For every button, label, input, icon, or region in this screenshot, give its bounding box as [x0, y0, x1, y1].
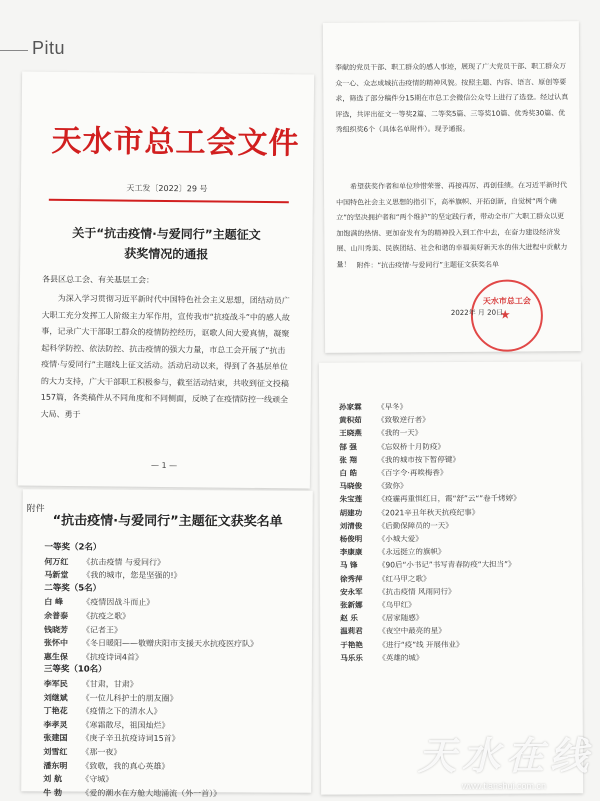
award-entry: [340, 597, 576, 611]
author-name: 张 翔: [339, 455, 358, 465]
work-title: 《乌甲红》: [378, 600, 416, 610]
work-title: 《居家随感》: [378, 613, 424, 623]
award-entry: [44, 691, 306, 706]
award-entry: [339, 439, 575, 453]
page-number: — 1 —: [150, 460, 178, 471]
attachment-mark: 附件: [26, 504, 45, 515]
award-entry: [340, 531, 576, 545]
award-entry: [44, 637, 306, 652]
work-title: 《永远挺立的旗帜》: [377, 547, 446, 557]
work-title: 《我的城市，您是坚强的!》: [82, 570, 182, 581]
author-name: 潘东明: [43, 760, 68, 770]
award-entry: [340, 624, 576, 638]
work-title: 《抗疫诗词4首》: [81, 652, 144, 662]
notice-heading-line-2: 获奖情况的通报: [124, 246, 209, 262]
author-name: 张建国: [43, 733, 68, 743]
author-name: 马晓俊: [339, 481, 363, 491]
author-name: 白 峰: [44, 597, 64, 607]
work-title: 《致你》: [377, 481, 408, 491]
work-title: 《忘奴桥十月防疫》: [377, 441, 445, 451]
award-entry: [340, 518, 576, 532]
author-name: 赵 乐: [340, 613, 358, 623]
work-title: 《小城大爱》: [377, 534, 423, 544]
work-title: 《我的一天》: [377, 428, 423, 438]
document-number: 天工发〔2022〕29 号: [126, 183, 208, 194]
document-award-list-1: [21, 489, 313, 798]
red-divider: [49, 199, 289, 203]
author-name: 杨俊明: [339, 534, 363, 544]
author-name: 张新娜: [340, 600, 363, 610]
work-title: 《百字令·再唉梅香》: [377, 468, 448, 478]
award-entry: [44, 677, 306, 692]
work-title: 《寒霜散尽，祖国灿烂》: [81, 720, 170, 730]
watermark-url: www.tianshui.com.cn: [462, 781, 547, 791]
document-page-2: [323, 21, 581, 353]
prize-heading: 一等奖（2名）: [44, 542, 102, 553]
award-entry: [44, 569, 306, 584]
author-name: 安永军: [340, 587, 363, 597]
author-name: 马乐乐: [340, 653, 363, 663]
paragraph-hopes: 希望获奖作者和单位珍惜荣誉、再接再厉、再创佳绩。在习近平新时代中国特色社会主义思想的指引下，高举旗帜、开拓创新，自觉树“两个确立”的坚决拥护者和“两个维护”的坚定践行者，带动全市广大职工群众以更加饱满的热情、更加奋发有为的精神投入到工作中去，在奋力建设经济发展、山川秀美、民族团结、社会和谐的幸福美好新天水的伟大进程中贡献力量！: [336, 181, 568, 269]
award-entry: [339, 426, 575, 440]
award-entry: [339, 452, 575, 466]
award-entry: [339, 465, 575, 479]
seal-text: 天水市总工会: [482, 296, 531, 306]
author-name: 余普泰: [44, 611, 69, 621]
award-entry: [340, 505, 576, 519]
author-name: 温莉君: [340, 626, 363, 637]
author-name: 李孝灵: [43, 720, 68, 730]
work-title: 《疫情之下的清水人》: [81, 706, 162, 717]
work-title: 《冬日暖阳——敬赠庆阳市支援天水抗疫医疗队》: [81, 638, 259, 649]
award-entry: [340, 571, 576, 585]
watermark-title: 天水在线: [418, 734, 595, 778]
author-name: 刘 航: [43, 774, 63, 784]
award-entry: [339, 413, 575, 427]
work-title: 《记者王》: [82, 625, 123, 635]
award-list-continued: [339, 399, 576, 664]
award-entry: [43, 745, 305, 760]
author-name: 李军民: [43, 679, 68, 689]
author-name: 朱宝莲: [339, 494, 363, 505]
award-entry: [340, 584, 576, 598]
author-name: 何万红: [44, 556, 69, 567]
author-name: 钱晓芳: [44, 624, 69, 635]
work-title: 《庚子辛丑抗疫诗词15首》: [81, 733, 180, 744]
paragraph-results: 奉献的党员干部、职工群众的感人事迹，展现了广大党员干部、职工群众万众一心、众志成城抗击疫情的精神风貌。按照主题、内容、语言、原创等要求，筛选了部分稿件分15期在市总工会微信公众号上进行了选登。经过认真评选，共评出征文一等奖2篇、二等奖5篇、三等奖10篇、优秀奖30篇、优秀组织奖6个（具体名单附件）。现予通报。: [335, 62, 569, 135]
work-title: 《90后“小书记”书写青春防疫“大担当”》: [377, 560, 516, 570]
award-entry: [340, 650, 576, 664]
pitu-logo: [0, 36, 130, 60]
author-name: 黄积茹: [339, 415, 362, 425]
document-page-1: [18, 71, 314, 488]
work-title: 《我的城市按下暂停键》: [377, 454, 460, 465]
notice-body: 为深入学习贯彻习近平新时代中国特色社会主义思想，团结动员广大职工充分发挥工人阶级主力军作用，宣传我市“抗疫战斗”中的感人故事，记录广大干部职工群众的疫情防控经历，讴歌人间大爱真情，凝聚起科学防控、依法防控、抗击疫情的强大力量，市总工会开展了“抗击疫情·与爱同行”主题线上征文活动。活动启动以来，得到了各基层单位的大力支持，广大干部职工积极参与，截至活动结束，共收到征文投稿157篇，各类稿件从不同角度和不同侧面，反映了在疫情防控一线顽全大局、勇于: [40, 293, 290, 419]
author-name: 徐秀萍: [339, 574, 363, 584]
award-entry: [44, 704, 306, 719]
award-entry: [44, 650, 306, 665]
author-name: 王晓燕: [339, 428, 362, 438]
author-name: 刘继斌: [43, 692, 68, 703]
award-entry: [44, 555, 306, 570]
logo-line: [0, 50, 28, 51]
work-title: 《甘肃，甘肃》: [81, 679, 138, 689]
prize-heading: 二等奖（5名）: [44, 583, 102, 594]
author-name: 李康康: [339, 547, 363, 557]
work-title: 《疫霾再重惧红日，霞“舒”云“”卷千烤婷》: [377, 494, 521, 504]
award-entry: [44, 623, 306, 638]
notice-greeting: 各县区总工会、有关基层工会：: [41, 274, 155, 285]
award-entry: [339, 479, 575, 493]
work-title: 《守城》: [81, 774, 114, 784]
work-title: 《红马甲之歌》: [377, 573, 431, 584]
work-title: 《早冬》: [377, 402, 408, 412]
award-list-title: “抗击疫情·与爱同行”主题征文获奖名单: [52, 513, 283, 530]
award-entry: [339, 399, 575, 413]
award-entry: [340, 611, 576, 625]
work-title: 《抗击疫情 与爱同行》: [82, 557, 165, 567]
award-entry: [43, 732, 305, 747]
work-title: 《夜空中最亮的星》: [378, 626, 446, 636]
award-entry: [340, 545, 576, 559]
author-name: 马新堂: [44, 570, 69, 580]
award-entry: [44, 718, 306, 733]
author-name: 张怀中: [43, 638, 69, 648]
award-list: [43, 541, 306, 801]
attachment-line: 附件：“抗击疫情·与爱同行”主题征文获奖名单: [356, 260, 500, 270]
work-title: 《抗击疫情 风雨同行》: [378, 586, 456, 597]
work-title: 《后勤保障员的一天》: [377, 520, 453, 531]
author-name: 丁艳花: [43, 706, 68, 716]
award-entry: [43, 759, 305, 774]
award-entry: [340, 492, 576, 506]
work-title: 《英雄的城》: [378, 653, 424, 663]
award-entry: [44, 609, 306, 624]
author-name: 刘雪红: [43, 747, 68, 757]
pitu-logo-text: Pitu: [32, 38, 66, 58]
author-name: 马 锋: [339, 560, 358, 571]
work-title: 《致敬逆行者》: [377, 415, 430, 425]
work-title: 《一位儿科护士的朋友圈》: [81, 693, 178, 703]
work-title: 《致敬，我的真心英雄》: [81, 761, 170, 771]
author-name: 牛 勃: [43, 788, 63, 798]
author-name: 胡建功: [339, 508, 363, 518]
award-entry: [43, 786, 305, 801]
author-name: 惠生保: [43, 652, 68, 662]
award-entry: [44, 596, 306, 611]
work-title: 《疫情因战斗而止》: [82, 597, 155, 608]
author-name: 白 皓: [339, 468, 358, 478]
work-title: 《进行“疫”线 开展伟业》: [378, 639, 464, 650]
work-title: 《抗疫之歌》: [82, 611, 131, 621]
author-name: 于艳艳: [340, 640, 363, 650]
seal-date: 2022年 月 20日: [450, 308, 504, 318]
document-title: 天水市总工会文件: [51, 123, 300, 162]
work-title: 《爱的潮水在方舱大地涌流（外一首）》: [81, 788, 222, 798]
award-entry: [340, 558, 576, 572]
seal-star-icon: ★: [499, 307, 511, 322]
author-name: 郜 强: [339, 442, 357, 452]
work-title: 《2021辛丑年秋天抗疫纪事》: [377, 507, 480, 518]
author-name: 孙家霖: [339, 402, 362, 412]
author-name: 刘清俊: [339, 521, 363, 531]
award-entry: [43, 772, 305, 787]
award-entry: [340, 637, 576, 651]
notice-heading-line-1: 关于“抗击疫情·与爱同行”主题征文: [72, 226, 261, 242]
work-title: 《那一夜》: [81, 747, 122, 757]
prize-heading: 三等奖（10名）: [43, 664, 107, 676]
